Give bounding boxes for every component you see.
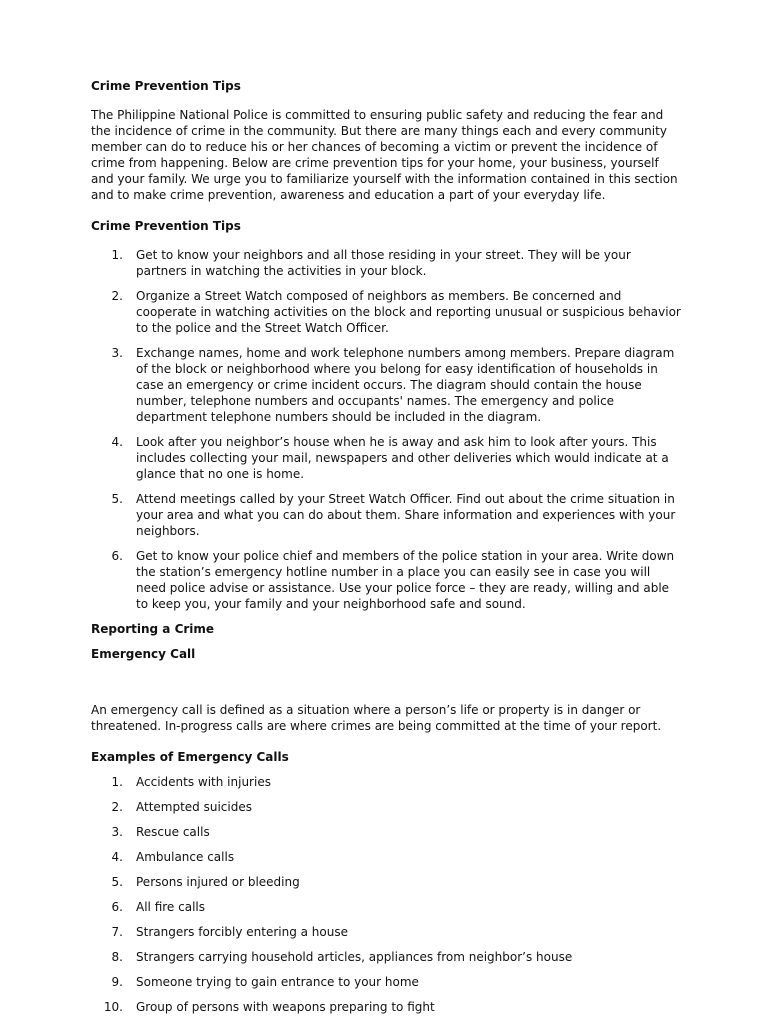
list-item-number: 5. xyxy=(111,492,123,506)
tips-heading: Crime Prevention Tips xyxy=(91,219,241,233)
list-item xyxy=(91,974,681,990)
list-item-number: 1. xyxy=(111,248,123,262)
list-item xyxy=(91,548,681,612)
list-item xyxy=(91,288,681,336)
tips-list xyxy=(91,247,681,612)
list-item xyxy=(91,434,681,482)
list-item-text: Get to know your neighbors and all those residing in your street. They will be your partners in watching the activities in your block. xyxy=(136,248,631,278)
list-item-number: 8. xyxy=(111,950,123,964)
list-item-number: 9. xyxy=(111,975,123,989)
examples-list xyxy=(91,774,681,1015)
list-item-text: Ambulance calls xyxy=(136,850,235,864)
list-item-number: 6. xyxy=(111,900,123,914)
list-item xyxy=(91,924,681,940)
list-item-text: Rescue calls xyxy=(136,825,210,839)
list-item-text: Get to know your police chief and members of the police station in your area. Write down the station’s emergency hotline number in a place you can easily see in case you will need police advise or assistance. Use your police force – they are ready, willing and able to keep you, your family and your neighborhood safe and sound. xyxy=(136,549,675,611)
list-item-text: All fire calls xyxy=(136,900,205,914)
list-item-text: Attempted suicides xyxy=(136,800,252,814)
list-item-number: 7. xyxy=(111,925,123,939)
list-item-number: 1. xyxy=(111,775,123,789)
list-item-text: Someone trying to gain entrance to your home xyxy=(136,975,419,989)
list-item xyxy=(91,774,681,790)
list-item-text: Exchange names, home and work telephone numbers among members. Prepare diagram of the block or neighborhood where you belong for easy identification of households in case an emergency or crime incident occurs. The diagram should contain the house number, telephone numbers and occupants' names. The emergency and police department telephone numbers should be included in the diagram. xyxy=(136,346,675,424)
list-item-number: 2. xyxy=(111,289,123,303)
list-item-number: 3. xyxy=(111,825,123,839)
list-item-number: 6. xyxy=(111,549,123,563)
list-item-text: Strangers forcibly entering a house xyxy=(136,925,348,939)
list-item-number: 5. xyxy=(111,875,123,889)
list-item xyxy=(91,824,681,840)
intro-paragraph: The Philippine National Police is committed to ensuring public safety and reducing the fear and the incidence of crime in the community. But there are many things each and every community member can do to reduce his or her chances of becoming a victim or prevent the incidence of crime from happening. Below are crime prevention tips for your home, your business, yourself and your family. We urge you to familiarize yourself with the information contained in this section and to make crime prevention, awareness and education a part of your everyday life. xyxy=(91,108,678,202)
list-item-number: 2. xyxy=(111,800,123,814)
list-item-number: 4. xyxy=(111,850,123,864)
list-item-text: Organize a Street Watch composed of neighbors as members. Be concerned and cooperate in watching activities on the block and reporting unusual or suspicious behavior to the police and the Street Watch Officer. xyxy=(136,289,681,335)
emergency-heading: Emergency Call xyxy=(91,647,196,661)
examples-heading: Examples of Emergency Calls xyxy=(91,750,289,764)
list-item xyxy=(91,999,681,1015)
list-item-number: 10. xyxy=(103,1000,123,1014)
list-item-text: Accidents with injuries xyxy=(136,775,271,789)
page-title: Crime Prevention Tips xyxy=(91,79,241,93)
list-item-text: Strangers carrying household articles, appliances from neighbor’s house xyxy=(136,950,573,964)
list-item xyxy=(91,799,681,815)
list-item xyxy=(91,899,681,915)
list-item-text: Look after you neighbor’s house when he is away and ask him to look after yours. This includes collecting your mail, newspapers and other deliveries which would indicate at a glance that no one is home. xyxy=(136,435,669,481)
list-item-number: 4. xyxy=(111,435,123,449)
reporting-heading: Reporting a Crime xyxy=(91,622,215,636)
list-item xyxy=(91,345,681,425)
list-item xyxy=(91,874,681,890)
list-item xyxy=(91,247,681,279)
list-item-text: Persons injured or bleeding xyxy=(136,875,300,889)
list-item-text: Attend meetings called by your Street Watch Officer. Find out about the crime situation in your area and what you can do about them. Share information and experiences with your neighbors. xyxy=(136,492,676,538)
list-item xyxy=(91,491,681,539)
emergency-paragraph: An emergency call is defined as a situation where a person’s life or property is in danger or threatened. In-progress calls are where crimes are being committed at the time of your report. xyxy=(91,703,662,733)
document-page xyxy=(91,78,681,1015)
list-item-number: 3. xyxy=(111,346,123,360)
list-item xyxy=(91,949,681,965)
list-item-text: Group of persons with weapons preparing to fight xyxy=(136,1000,435,1014)
list-item xyxy=(91,849,681,865)
